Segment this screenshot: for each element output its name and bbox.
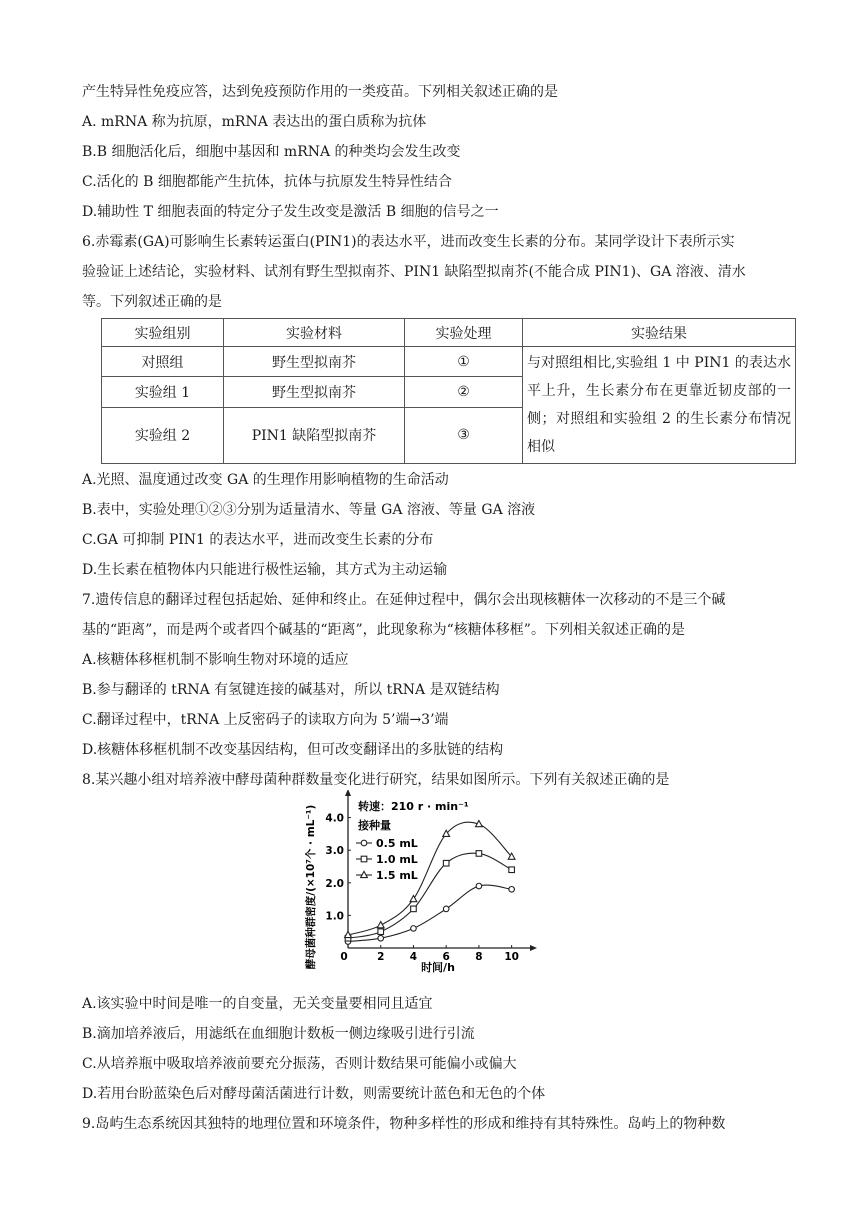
q6-option-d: D.生长素在植物体内只能进行极性运输，其方式为主动运输 xyxy=(82,562,448,578)
q9-stem: 9.岛屿生态系统因其独特的地理位置和环境条件，物种多样性的形成和维持有其特殊性。岛屿上的物种数 xyxy=(82,1116,726,1132)
chart-plot-area xyxy=(345,820,515,944)
x-tick-label: 0 xyxy=(340,951,348,963)
q7-option-b: B.参与翻译的 tRNA 有氢键连接的碱基对，所以 tRNA 是双链结构 xyxy=(82,682,500,698)
experiment-table xyxy=(101,318,796,464)
q7-stem: 基的“距离”，而是两个或者四个碱基的“距离”，此现象称为“核糖体移框”。下列相关叙述正确的是 xyxy=(82,622,685,638)
x-tick-label: 6 xyxy=(442,951,450,963)
y-axis-label: 酵母菌种群密度/(×10⁷个 · mL⁻¹) xyxy=(305,804,317,970)
data-point xyxy=(476,883,482,889)
table-header: 实验处理 xyxy=(405,319,523,347)
q8-option-b: B.滴加培养液后，用滤纸在血细胞计数板一侧边缘吸引进行引流 xyxy=(82,1026,475,1042)
q6-stem: 等。下列叙述正确的是 xyxy=(82,294,222,310)
table-header: 实验材料 xyxy=(224,319,405,347)
data-point xyxy=(509,867,515,873)
y-tick-label: 2.0 xyxy=(325,877,344,890)
q5-option-c: C.活化的 B 细胞都能产生抗体，抗体与抗原发生特异性结合 xyxy=(82,174,452,190)
q8-option-d: D.若用台盼蓝染色后对酵母菌活菌进行计数，则需要统计蓝色和无色的个体 xyxy=(82,1086,546,1102)
legend-label: 0.5 mL xyxy=(376,837,418,850)
q8-stem: 8.某兴趣小组对培养液中酵母菌种群数量变化进行研究，结果如图所示。下列有关叙述正确的是 xyxy=(82,772,670,788)
data-point xyxy=(411,906,417,912)
q7-option-d: D.核糖体移框机制不改变基因结构，但可改变翻译出的多肽链的结构 xyxy=(82,742,504,758)
data-point xyxy=(378,935,384,941)
y-tick-label: 1.0 xyxy=(325,910,344,923)
table-cell: 实验组 1 xyxy=(102,377,224,407)
q6-stem: 6.赤霉素(GA)可影响生长素转运蛋白(PIN1)的表达水平，进而改变生长素的分布。某同学设计下表所示实 xyxy=(82,234,735,250)
text-line: 产生特异性免疫应答，达到免疫预防作用的一类疫苗。下列相关叙述正确的是 xyxy=(82,84,558,100)
legend-title: 接种量 xyxy=(358,819,391,832)
q7-stem: 7.遗传信息的翻译过程包括起始、延伸和终止。在延伸过程中，偶尔会出现核糖体一次移动的不是三个碱 xyxy=(82,592,726,608)
legend-label: 1.0 mL xyxy=(376,853,418,866)
q6-option-a: A.光照、温度通过改变 GA 的生理作用影响植物的生命活动 xyxy=(82,472,449,488)
y-tick-label: 4.0 xyxy=(325,812,344,825)
data-point xyxy=(509,887,515,893)
data-point xyxy=(411,926,417,932)
data-point xyxy=(378,929,384,935)
q5-option-a: A. mRNA 称为抗原，mRNA 表达出的蛋白质称为抗体 xyxy=(82,114,427,130)
table-cell: 对照组 xyxy=(102,347,224,377)
x-axis-arrow xyxy=(530,945,537,951)
x-tick-label: 8 xyxy=(475,951,483,963)
q8-option-a: A.该实验中时间是唯一的自变量，无关变量要相同且适宜 xyxy=(82,996,433,1012)
q7-option-a: A.核糖体移框机制不影响生物对环境的适应 xyxy=(82,652,349,668)
q7-option-c: C.翻译过程中，tRNA 上反密码子的读取方向为 5’端→3’端 xyxy=(82,712,449,728)
q6-option-b: B.表中，实验处理①②③分别为适量清水、等量 GA 溶液、等量 GA 溶液 xyxy=(82,502,536,518)
data-point xyxy=(443,860,449,866)
y-axis-arrow xyxy=(345,790,351,796)
x-tick-label: 2 xyxy=(377,951,385,963)
table-result-cell: 与对照组相比,实验组 1 中 PIN1 的表达水平上升，生长素分布在更靠近韧皮部的一侧；对照组和实验组 2 的生长素分布情况相似 xyxy=(523,347,796,464)
x-tick-label: 4 xyxy=(409,951,418,963)
table-row xyxy=(102,347,796,377)
data-point xyxy=(476,851,482,857)
q5-option-b: B.B 细胞活化后，细胞中基因和 mRNA 的种类均会发生改变 xyxy=(82,144,461,160)
q6-stem: 验验证上述结论，实验材料、试剂有野生型拟南芥、PIN1 缺陷型拟南芥(不能合成 PIN1)、GA 溶液、清水 xyxy=(82,264,746,280)
table-cell: ③ xyxy=(405,407,523,464)
table-cell: 实验组 2 xyxy=(102,407,224,464)
series-line xyxy=(348,885,512,941)
x-tick-label: 10 xyxy=(504,951,519,963)
table-cell: 野生型拟南芥 xyxy=(224,377,405,407)
yeast-population-chart xyxy=(296,790,541,980)
q5-option-d: D.辅助性 T 细胞表面的特定分子发生改变是激活 B 细胞的信号之一 xyxy=(82,204,499,220)
legend-marker xyxy=(361,856,367,862)
table-cell: ① xyxy=(405,347,523,377)
legend-marker xyxy=(361,840,367,846)
chart-legend xyxy=(356,837,418,882)
table-header: 实验组别 xyxy=(102,319,224,347)
table-header: 实验结果 xyxy=(523,319,796,347)
table-cell: ② xyxy=(405,377,523,407)
legend-label: 1.5 mL xyxy=(376,869,418,882)
table-cell: PIN1 缺陷型拟南芥 xyxy=(224,407,405,464)
chart-annotation: 转速：210 r · min⁻¹ xyxy=(358,800,469,813)
x-axis-label: 时间/h xyxy=(421,961,455,974)
q8-option-c: C.从培养瓶中吸取培养液前要充分振荡，否则计数结果可能偏小或偏大 xyxy=(82,1056,517,1072)
q6-option-c: C.GA 可抑制 PIN1 的表达水平，进而改变生长素的分布 xyxy=(82,532,434,548)
table-cell: 野生型拟南芥 xyxy=(224,347,405,377)
y-tick-label: 3.0 xyxy=(325,845,344,858)
series-line xyxy=(348,822,512,935)
data-point xyxy=(443,906,449,912)
data-point xyxy=(377,922,384,928)
